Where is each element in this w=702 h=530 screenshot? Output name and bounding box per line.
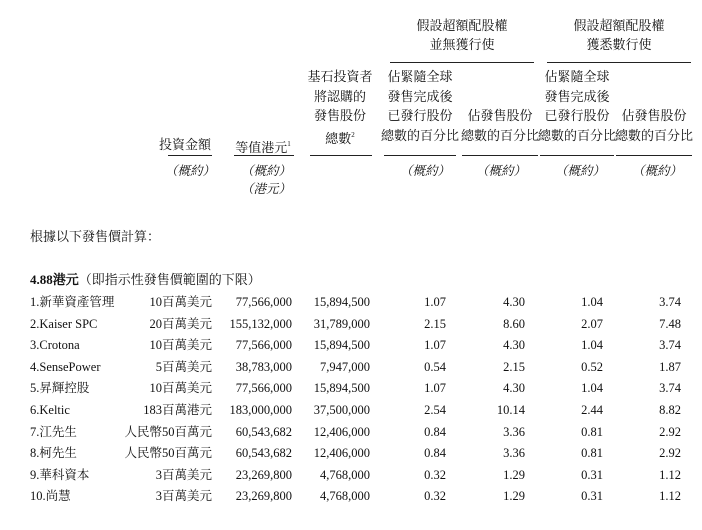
investor-name: 8.柯先生 (30, 446, 77, 461)
offer-shares: 4,768,000 (320, 489, 370, 504)
column-header-line: 總數$^2$ (325, 130, 355, 146)
pct-offer-fully-exercised: 1.12 (659, 489, 681, 504)
hkd-equivalent: 60,543,682 (235, 446, 292, 461)
column-header-rule (234, 155, 294, 156)
investor-name: 4.SensePower (30, 359, 101, 374)
section-title: 根據以下發售價計算： (30, 229, 161, 244)
column-header-pct-issued-fully-exercised (537, 67, 617, 145)
pct-issued-not-exercised: 0.32 (424, 489, 446, 504)
offer-shares: 4,768,000 (320, 467, 370, 482)
investment-amount: 人民幣50百萬元 (124, 446, 212, 461)
pct-issued-not-exercised: 0.84 (424, 424, 446, 439)
approx-note (390, 162, 460, 180)
approx-note-line: （概約） (554, 164, 605, 178)
table-row (0, 357, 702, 379)
column-header-line: 發售股份 (313, 108, 366, 123)
column-header-rule (616, 155, 692, 156)
offer-shares: 12,406,000 (313, 446, 370, 461)
table-row (0, 378, 702, 400)
pct-offer-not-exercised: 8.60 (503, 316, 525, 331)
pct-offer-not-exercised: 2.15 (503, 359, 525, 374)
hkd-equivalent: 38,783,000 (235, 359, 292, 374)
investment-amount: 183百萬港元 (143, 403, 212, 417)
investment-amount: 20百萬美元 (149, 316, 212, 331)
column-header-pct-offer-fully-exercised (614, 106, 694, 145)
offer-shares: 7,947,000 (320, 359, 370, 374)
column-header-rule (462, 155, 538, 156)
column-header-rule (384, 155, 456, 156)
pct-offer-fully-exercised: 3.74 (659, 381, 681, 396)
group-header-line: 假設超額配股權 (573, 18, 665, 33)
pct-offer-fully-exercised: 2.92 (659, 424, 681, 439)
hkd-equivalent: 23,269,800 (235, 467, 292, 482)
pct-issued-not-exercised: 2.54 (424, 403, 446, 417)
pct-offer-not-exercised: 3.36 (503, 424, 525, 439)
investor-name: 3.Crotona (30, 338, 80, 353)
approx-note-line: （概約） (475, 164, 526, 178)
pct-offer-not-exercised: 10.14 (496, 403, 525, 417)
group-header-line: 獲悉數行使 (586, 37, 652, 52)
table-row (0, 443, 702, 465)
investment-amount: 3百萬美元 (155, 489, 212, 504)
offer-shares: 15,894,500 (313, 295, 370, 309)
offer-shares: 37,500,000 (313, 403, 370, 417)
table-row (0, 292, 702, 314)
column-header-line: 投資金額 (158, 137, 211, 152)
approx-note-line: （概約） (164, 164, 215, 178)
investment-amount: 3百萬美元 (155, 467, 212, 482)
approx-note-line: （概約） (240, 164, 291, 178)
investor-name: 6.Keltic (30, 403, 70, 417)
column-header-line: 佔緊隨全球 (544, 69, 610, 84)
column-header-line: 等值港元$^1$ (235, 140, 291, 155)
hkd-equivalent: 183,000,000 (229, 403, 292, 417)
column-header-line: 總數的百分比 (380, 127, 459, 143)
pct-issued-fully-exercised: 0.31 (581, 467, 603, 482)
column-header-line: 發售完成後 (544, 88, 610, 104)
approx-note (622, 162, 692, 180)
approx-note-line: （港元） (240, 182, 291, 196)
offer-shares: 31,789,000 (313, 316, 370, 331)
column-header-rule (310, 155, 372, 156)
approx-note (160, 162, 220, 180)
price-heading (30, 272, 261, 288)
hkd-equivalent: 23,269,800 (235, 489, 292, 504)
pct-issued-fully-exercised: 0.81 (581, 424, 603, 439)
pct-issued-fully-exercised: 0.81 (581, 446, 603, 461)
pct-offer-not-exercised: 1.29 (503, 467, 525, 482)
column-header-line: 總數的百分比 (537, 127, 616, 143)
investor-name: 10.尚慧 (30, 489, 71, 504)
pct-offer-fully-exercised: 1.87 (659, 359, 681, 374)
column-header-offer-shares (305, 67, 375, 148)
column-header-line: 總數的百分比 (614, 127, 693, 143)
group-header-line: 並無獲行使 (429, 37, 495, 52)
hkd-equivalent: 155,132,000 (229, 316, 292, 331)
hkd-equivalent: 60,543,682 (235, 424, 292, 439)
column-header-line: 總數的百分比 (460, 127, 539, 143)
pct-issued-fully-exercised: 0.31 (581, 489, 603, 504)
hkd-equivalent: 77,566,000 (235, 295, 292, 309)
approx-note (236, 162, 296, 198)
pct-offer-fully-exercised: 2.92 (659, 446, 681, 461)
column-header-line: 佔發售股份 (467, 108, 533, 123)
investment-amount: 10百萬美元 (149, 295, 212, 309)
table-row (0, 314, 702, 336)
pct-offer-not-exercised: 4.30 (503, 338, 525, 353)
pct-offer-fully-exercised: 8.82 (659, 403, 681, 417)
pct-offer-fully-exercised: 3.74 (659, 338, 681, 353)
table-row (0, 486, 702, 508)
column-header-rule (168, 155, 212, 156)
investment-amount: 人民幣50百萬元 (124, 424, 212, 439)
pct-issued-fully-exercised: 2.44 (581, 403, 603, 417)
hkd-equivalent: 77,566,000 (235, 338, 292, 353)
pct-offer-not-exercised: 4.30 (503, 295, 525, 309)
pct-issued-fully-exercised: 1.04 (581, 381, 603, 396)
pct-issued-not-exercised: 1.07 (424, 295, 446, 309)
offer-shares: 15,894,500 (313, 338, 370, 353)
pct-offer-fully-exercised: 7.48 (659, 316, 681, 331)
pct-issued-not-exercised: 0.32 (424, 467, 446, 482)
price-heading-bold: 4.88港元 (30, 272, 79, 287)
pct-issued-not-exercised: 0.54 (424, 359, 446, 374)
investment-amount: 10百萬美元 (149, 381, 212, 396)
investor-name: 2.Kaiser SPC (30, 316, 98, 331)
pct-issued-fully-exercised: 2.07 (581, 316, 603, 331)
pct-issued-fully-exercised: 1.04 (581, 338, 603, 353)
investor-name: 1.新華資產管理 (30, 295, 115, 309)
column-header-rule (540, 155, 614, 156)
pct-offer-fully-exercised: 3.74 (659, 295, 681, 309)
column-header-pct-offer-not-exercised (460, 106, 540, 145)
footnote-marker: 2 (351, 130, 355, 139)
pct-issued-not-exercised: 2.15 (424, 316, 446, 331)
group-header-fully-exercised (545, 16, 693, 54)
table-row (0, 422, 702, 444)
approx-note-line: （概約） (631, 164, 682, 178)
investor-name: 9.華科資本 (30, 467, 90, 482)
footnote-marker: 1 (287, 140, 291, 148)
pct-offer-not-exercised: 4.30 (503, 381, 525, 396)
price-heading-rest: （即指示性發售價範圍的下限） (78, 272, 261, 287)
offer-shares: 12,406,000 (313, 424, 370, 439)
column-header-line: 已發行股份 (544, 108, 610, 123)
column-header-line: 已發行股份 (387, 108, 453, 123)
pct-issued-not-exercised: 1.07 (424, 381, 446, 396)
investor-name: 7.江先生 (30, 424, 77, 439)
table-row (0, 465, 702, 487)
column-header-pct-issued-not-exercised (380, 67, 460, 145)
pct-issued-fully-exercised: 0.52 (581, 359, 603, 374)
investment-amount: 10百萬美元 (149, 338, 212, 353)
approx-note (545, 162, 615, 180)
table-row (0, 400, 702, 422)
column-header-line: 佔發售股份 (621, 108, 687, 123)
hkd-equivalent: 77,566,000 (235, 381, 292, 396)
group-header-rule (547, 62, 691, 63)
investment-amount: 5百萬美元 (155, 359, 212, 374)
group-header-rule (390, 62, 534, 63)
pct-issued-not-exercised: 0.84 (424, 446, 446, 461)
column-header-line: 佔緊隨全球 (387, 69, 453, 84)
column-header-line: 將認購的 (313, 88, 366, 104)
approx-note-line: （概約） (399, 164, 450, 178)
pct-issued-fully-exercised: 1.04 (581, 295, 603, 309)
column-header-line: 基石投資者 (307, 69, 373, 84)
table-row (0, 335, 702, 357)
pct-offer-not-exercised: 1.29 (503, 489, 525, 504)
column-header-line: 發售完成後 (387, 88, 453, 104)
group-header-not-exercised (388, 16, 536, 54)
group-header-line: 假設超額配股權 (416, 18, 508, 33)
pct-offer-fully-exercised: 1.12 (659, 467, 681, 482)
investor-name: 5.昇輝控股 (30, 381, 90, 396)
column-header-investment-amount (150, 135, 220, 155)
pct-offer-not-exercised: 3.36 (503, 446, 525, 461)
pct-issued-not-exercised: 1.07 (424, 338, 446, 353)
approx-note (466, 162, 536, 180)
offer-shares: 15,894,500 (313, 381, 370, 396)
